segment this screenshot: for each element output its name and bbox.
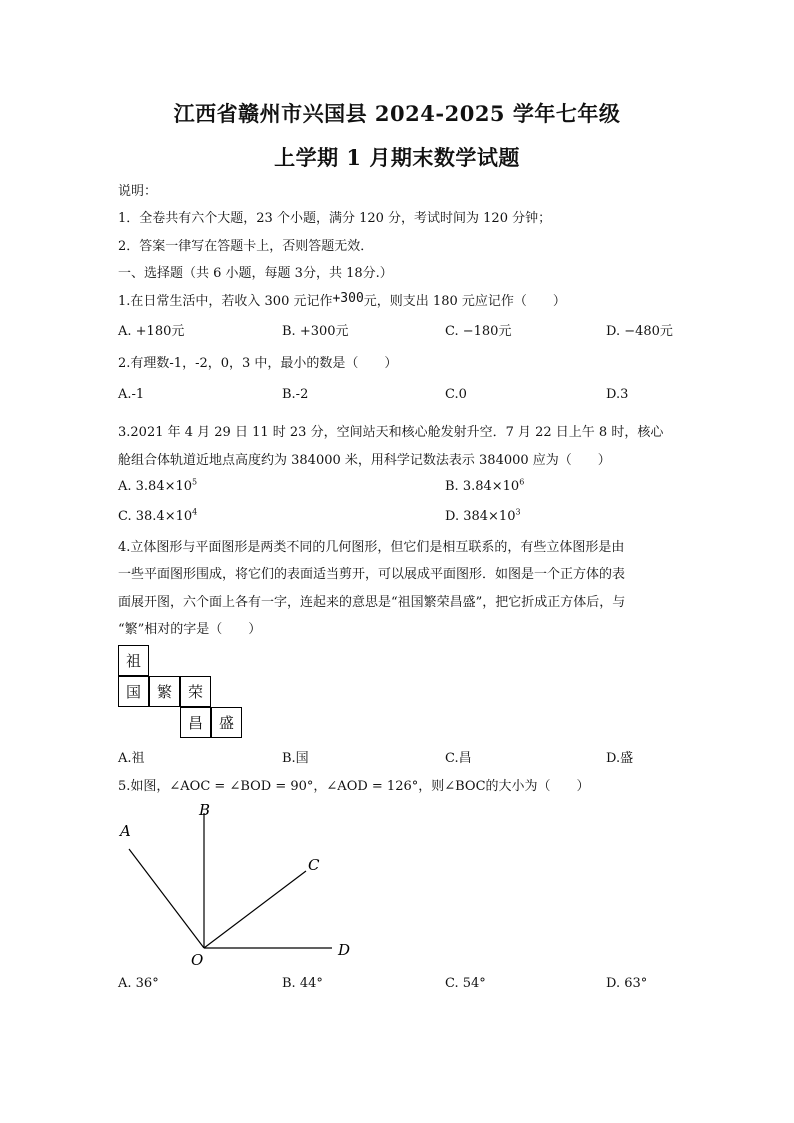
q2-option-c[interactable]: C.0 (445, 387, 467, 402)
q1-option-a[interactable]: A. +180元 (118, 324, 185, 339)
q4-stem-line-1: 4.立体图形与平面图形是两类不同的几何图形，但它们是相互联系的，有些立体图形是由 (118, 540, 625, 555)
q5-option-d[interactable]: D. 63° (606, 976, 648, 991)
q3-option-d-exp: 3 (515, 507, 521, 517)
angle-figure (115, 795, 365, 970)
ray-oa (129, 849, 204, 948)
q2-option-b[interactable]: B.-2 (282, 387, 309, 402)
title-line-1: 江西省赣州市兴国县 2024-2025 学年七年级 (173, 101, 621, 126)
label-d: D (338, 941, 351, 959)
q2-stem: 2.有理数-1，-2，0，3 中，最小的数是（ ） (118, 356, 398, 371)
q1-stem-b: 元，则支出 180 元应记作（ ） (363, 294, 566, 309)
ray-oc (204, 871, 306, 948)
section-1-heading: 一、选择题（共 6 小题，每题 3分，共 18分.） (118, 266, 393, 281)
q5-stem: 5.如图，∠AOC = ∠BOD = 90°，∠AOD = 126°，则∠BOC的大小为（ ） (118, 779, 590, 794)
q3-option-c[interactable] (118, 509, 197, 524)
q2-option-a[interactable]: A.-1 (118, 387, 145, 402)
label-c: C (308, 856, 320, 874)
q5-option-a[interactable]: A. 36° (118, 976, 159, 991)
label-o: O (191, 951, 204, 969)
q3-option-a[interactable] (118, 479, 197, 494)
q4-option-d[interactable]: D.盛 (606, 751, 634, 766)
net-cell-rong: 荣 (180, 676, 211, 707)
label-a: A (120, 822, 131, 840)
q3-option-d-base: D. 384×10 (445, 509, 516, 524)
q3-option-a-base: A. 3.84×10 (118, 479, 193, 494)
q4-option-c[interactable]: C.昌 (445, 751, 472, 766)
net-cell-guo: 国 (118, 676, 149, 707)
q5-option-c[interactable]: C. 54° (445, 976, 486, 991)
notes-item-1: 1．全卷共有六个大题，23 个小题，满分 120 分，考试时间为 120 分钟； (118, 211, 552, 226)
q3-option-a-exp: 5 (192, 477, 198, 487)
q3-stem-line-1: 3.2021 年 4 月 29 日 11 时 23 分，空间站天和核心舱发射升空．7 月 22 日上午 8 时，核心 (118, 425, 664, 440)
q3-stem-line-2: 舱组合体轨道近地点高度约为 384000 米，用科学记数法表示 384000 应为（ ） (118, 453, 611, 468)
q1-option-b[interactable]: B. +300元 (282, 324, 349, 339)
q3-option-d[interactable] (445, 509, 521, 524)
net-cell-chang: 昌 (180, 707, 211, 738)
q5-option-b[interactable]: B. 44° (282, 976, 323, 991)
q3-option-c-base: C. 38.4×10 (118, 509, 193, 524)
title-line-2: 上学期 1 月期末数学试题 (274, 145, 520, 170)
q1-option-d[interactable]: D. −480元 (606, 324, 673, 339)
net-cell-zu: 祖 (118, 645, 149, 676)
notes-item-2: 2．答案一律写在答题卡上，否则答题无效． (118, 239, 374, 254)
q3-option-b-base: B. 3.84×10 (445, 479, 520, 494)
q1-stem (118, 290, 566, 309)
net-cell-fan: 繁 (149, 676, 180, 707)
q1-option-c[interactable]: C. −180元 (445, 324, 512, 339)
q4-stem-line-4: “繁”相对的字是（ ） (118, 622, 262, 637)
net-cell-sheng: 盛 (211, 707, 242, 738)
q4-option-a[interactable]: A.祖 (118, 751, 145, 766)
q4-option-b[interactable]: B.国 (282, 751, 309, 766)
label-b: B (199, 801, 211, 819)
q3-option-c-exp: 4 (192, 507, 198, 517)
q2-option-d[interactable]: D.3 (606, 387, 629, 402)
q3-option-b-exp: 6 (519, 477, 525, 487)
q3-option-b[interactable] (445, 479, 524, 494)
q4-stem-line-2: 一些平面图形围成，将它们的表面适当剪开，可以展成平面图形．如图是一个正方体的表 (118, 567, 626, 582)
q4-stem-line-3: 面展开图，六个面上各有一字，连起来的意思是“祖国繁荣昌盛”，把它折成正方体后，与 (118, 595, 626, 610)
q1-stem-value: +300 (332, 291, 364, 306)
q1-stem-a: 1.在日常生活中，若收入 300 元记作 (118, 294, 333, 309)
notes-label: 说明： (118, 184, 158, 199)
